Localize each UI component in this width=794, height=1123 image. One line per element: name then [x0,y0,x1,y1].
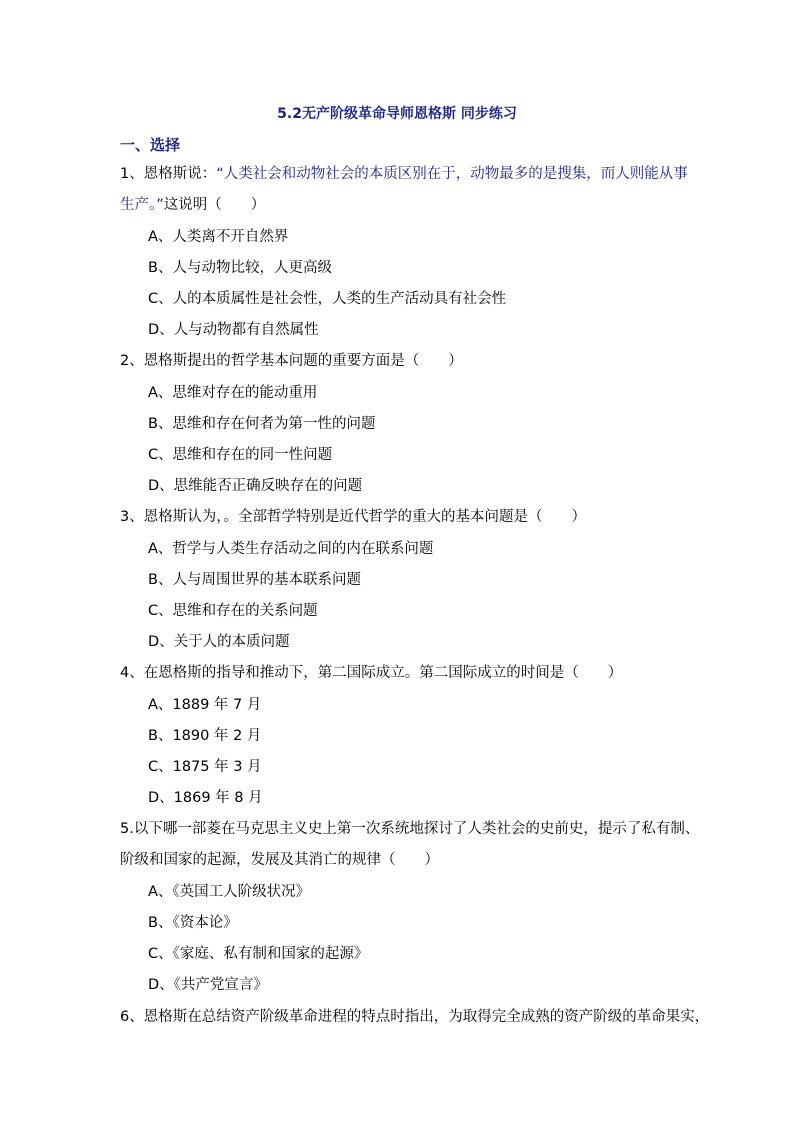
q5-option-a: A、《英国工人阶级状况》 [148,884,311,900]
q1-option-c: C、人的本质属性是社会性，人类的生产活动具有社会性 [148,291,507,307]
question-1-line-2 [120,195,265,215]
question-5-line-2: 阶级和国家的起源，发展及其消亡的规律（ ） [120,852,439,868]
question-1-prefix: 1、恩格斯说： [120,166,217,182]
q1-option-d: D、人与动物都有自然属性 [148,322,319,338]
q4-option-c: C、1875 年 3 月 [148,759,262,775]
q3-option-a: A、哲学与人类生存活动之间的内在联系问题 [148,541,434,557]
section-heading: 一、选择 [120,136,181,154]
question-1-quote: “人类社会和动物社会的本质区别在于，动物最多的是搜集，而人则能从事 [216,166,688,182]
q2-option-a: A、思维对存在的能动重用 [148,385,318,401]
q1-option-b: B、人与动物比较，人更高级 [148,260,332,276]
q4-option-a: A、1889 年 7 月 [148,697,262,713]
q5-option-b: B、《资本论》 [148,915,238,931]
q5-option-d: D、《共产党宣言》 [148,977,268,993]
q2-option-d: D、思维能否正确反映存在的问题 [148,478,363,494]
q2-option-c: C、思维和存在的同一性问题 [148,447,333,463]
q5-option-c: C、《家庭、私有制和国家的起源》 [148,946,369,962]
q4-option-b: B、1890 年 2 月 [148,728,262,744]
q3-option-b: B、人与周围世界的基本联系问题 [148,572,361,588]
question-4: 4、在恩格斯的指导和推动下，第二国际成立。第二国际成立的时间是（ ） [120,665,623,681]
question-3: 3、恩格斯认为，。全部哲学特别是近代哲学的重大的基本问题是（ ） [120,509,586,525]
question-1-quote-end: 生产。” [120,197,164,213]
question-2: 2、恩格斯提出的哲学基本问题的重要方面是（ ） [120,353,463,369]
q2-option-b: B、思维和存在何者为第一性的问题 [148,416,376,432]
page-title: 5.2无产阶级革命导师恩格斯 同步练习 [277,106,517,122]
question-5-line-1: 5.以下哪一部菱在马克思主义史上第一次系统地探讨了人类社会的史前史，提示了私有制、 [120,821,700,837]
question-1-suffix: 这说明（ ） [163,197,266,213]
q3-option-c: C、思维和存在的关系问题 [148,603,318,619]
question-6: 6、恩格斯在总结资产阶级革命进程的特点时指出，为取得完全成熟的资产阶级的革命果实， [120,1009,710,1025]
question-1-line-1 [120,164,688,184]
q3-option-d: D、关于人的本质问题 [148,634,290,650]
q4-option-d: D、1869 年 8 月 [148,790,263,806]
q1-option-a: A、人类离不开自然界 [148,229,289,245]
